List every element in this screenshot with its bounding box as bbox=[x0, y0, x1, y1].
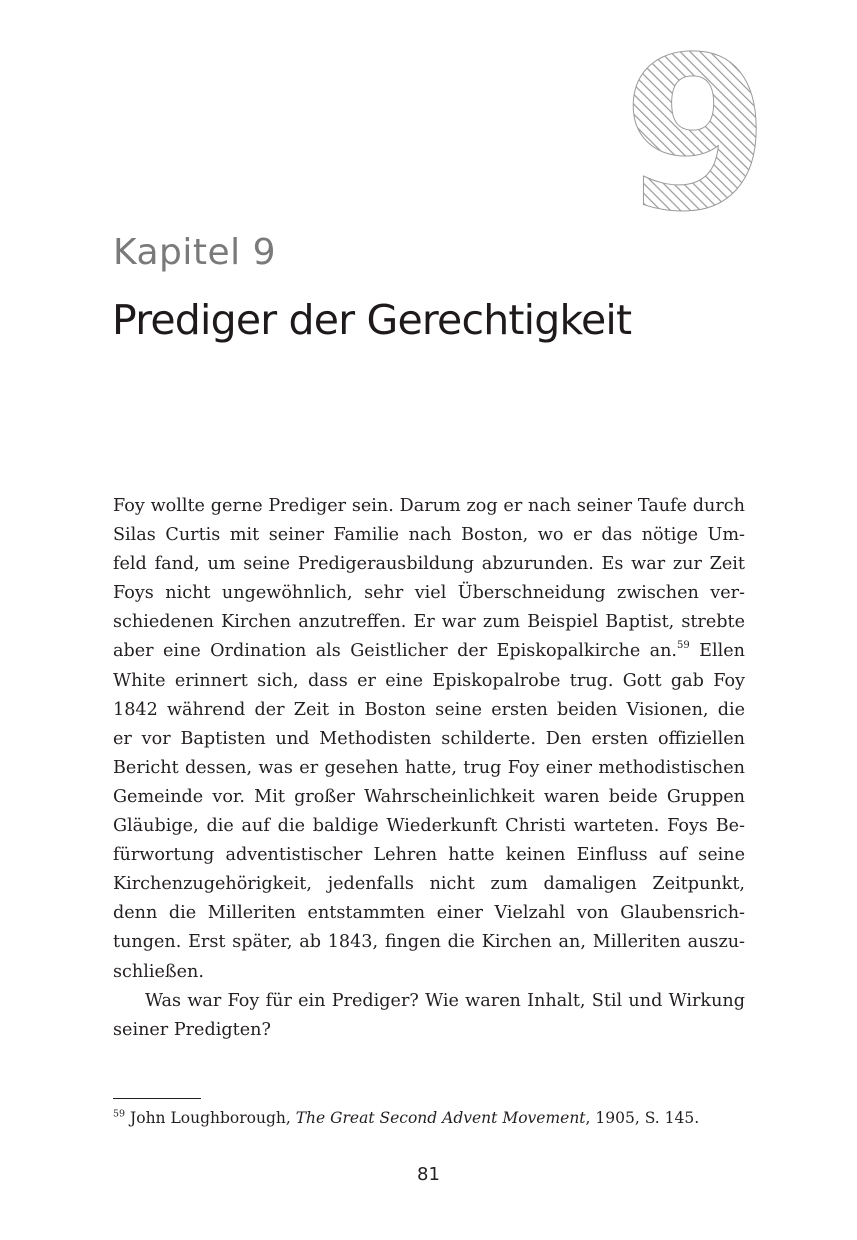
body-line: Gemeinde vor. Mit großer Wahrscheinlichkeit waren beide Gruppen bbox=[113, 786, 745, 807]
body-line: Foy wollte gerne Prediger sein. Darum zog er nach seiner Taufe durch bbox=[113, 496, 745, 516]
svg-text:9: 9 bbox=[622, 11, 770, 258]
footnote-divider bbox=[113, 1098, 201, 1099]
footnote-text: John Loughborough, bbox=[125, 1109, 296, 1127]
chapter-kicker: Kapitel 9 bbox=[113, 232, 277, 273]
body-line-part: aber eine Ordination als Geistlicher der Episkopalkirche an. bbox=[113, 641, 678, 662]
body-line-indented: Was war Foy für ein Prediger? Wie waren Inhalt, Stil und Wirkung bbox=[145, 990, 745, 1011]
body-line-with-footnote-ref bbox=[113, 637, 745, 666]
footnote-cited-title: The Great Second Advent Movement bbox=[295, 1109, 586, 1127]
body-line: schließen. bbox=[113, 961, 204, 982]
body-line: White erinnert sich, dass er eine Episkopalrobe trug. Gott gab Foy bbox=[113, 670, 745, 691]
body-line: schiedenen Kirchen anzutreffen. Er war zum Beispiel Baptist, strebte bbox=[113, 612, 745, 633]
body-line-part: Ellen bbox=[689, 641, 745, 662]
body-line: fürwortung adventistischer Lehren hatte keinen Einfluss auf seine bbox=[113, 845, 745, 866]
page-number: 81 bbox=[417, 1164, 440, 1185]
body-text bbox=[113, 492, 745, 1045]
body-line: 1842 während der Zeit in Boston seine ersten beiden Visionen, die bbox=[113, 699, 745, 720]
body-line: Gläubige, die auf die baldige Wiederkunft Christi warteten. Foys Be- bbox=[113, 816, 745, 837]
footnote bbox=[113, 1109, 753, 1127]
body-line: er vor Baptisten und Methodisten schilderte. Den ersten offiziellen bbox=[113, 728, 745, 749]
body-line: Silas Curtis mit seiner Familie nach Boston, wo er das nötige Um- bbox=[113, 525, 745, 546]
body-line: Kirchenzugehörigkeit, jedenfalls nicht zum damaligen Zeitpunkt, bbox=[113, 874, 745, 895]
body-line: Bericht dessen, was er gesehen hatte, trug Foy einer methodistischen bbox=[113, 757, 745, 778]
body-line: feld fand, um seine Predigerausbildung abzurunden. Es war zur Zeit bbox=[113, 554, 745, 575]
chapter-title: Prediger der Gerechtigkeit bbox=[112, 296, 632, 344]
footnote-text-end: , 1905, S. 145. bbox=[585, 1109, 700, 1127]
body-line: Foys nicht ungewöhnlich, sehr viel Überschneidung zwischen ver- bbox=[113, 583, 745, 604]
body-line: tungen. Erst später, ab 1843, fingen die Kirchen an, Milleriten auszu- bbox=[113, 932, 745, 953]
footnote-reference: 59 bbox=[677, 640, 690, 652]
chapter-numeral-graphic bbox=[622, 11, 770, 258]
body-line: seiner Predigten? bbox=[113, 1019, 271, 1040]
body-line: denn die Milleriten entstammten einer Vielzahl von Glaubensrich- bbox=[113, 903, 745, 924]
footnote-marker: 59 bbox=[113, 1108, 126, 1120]
